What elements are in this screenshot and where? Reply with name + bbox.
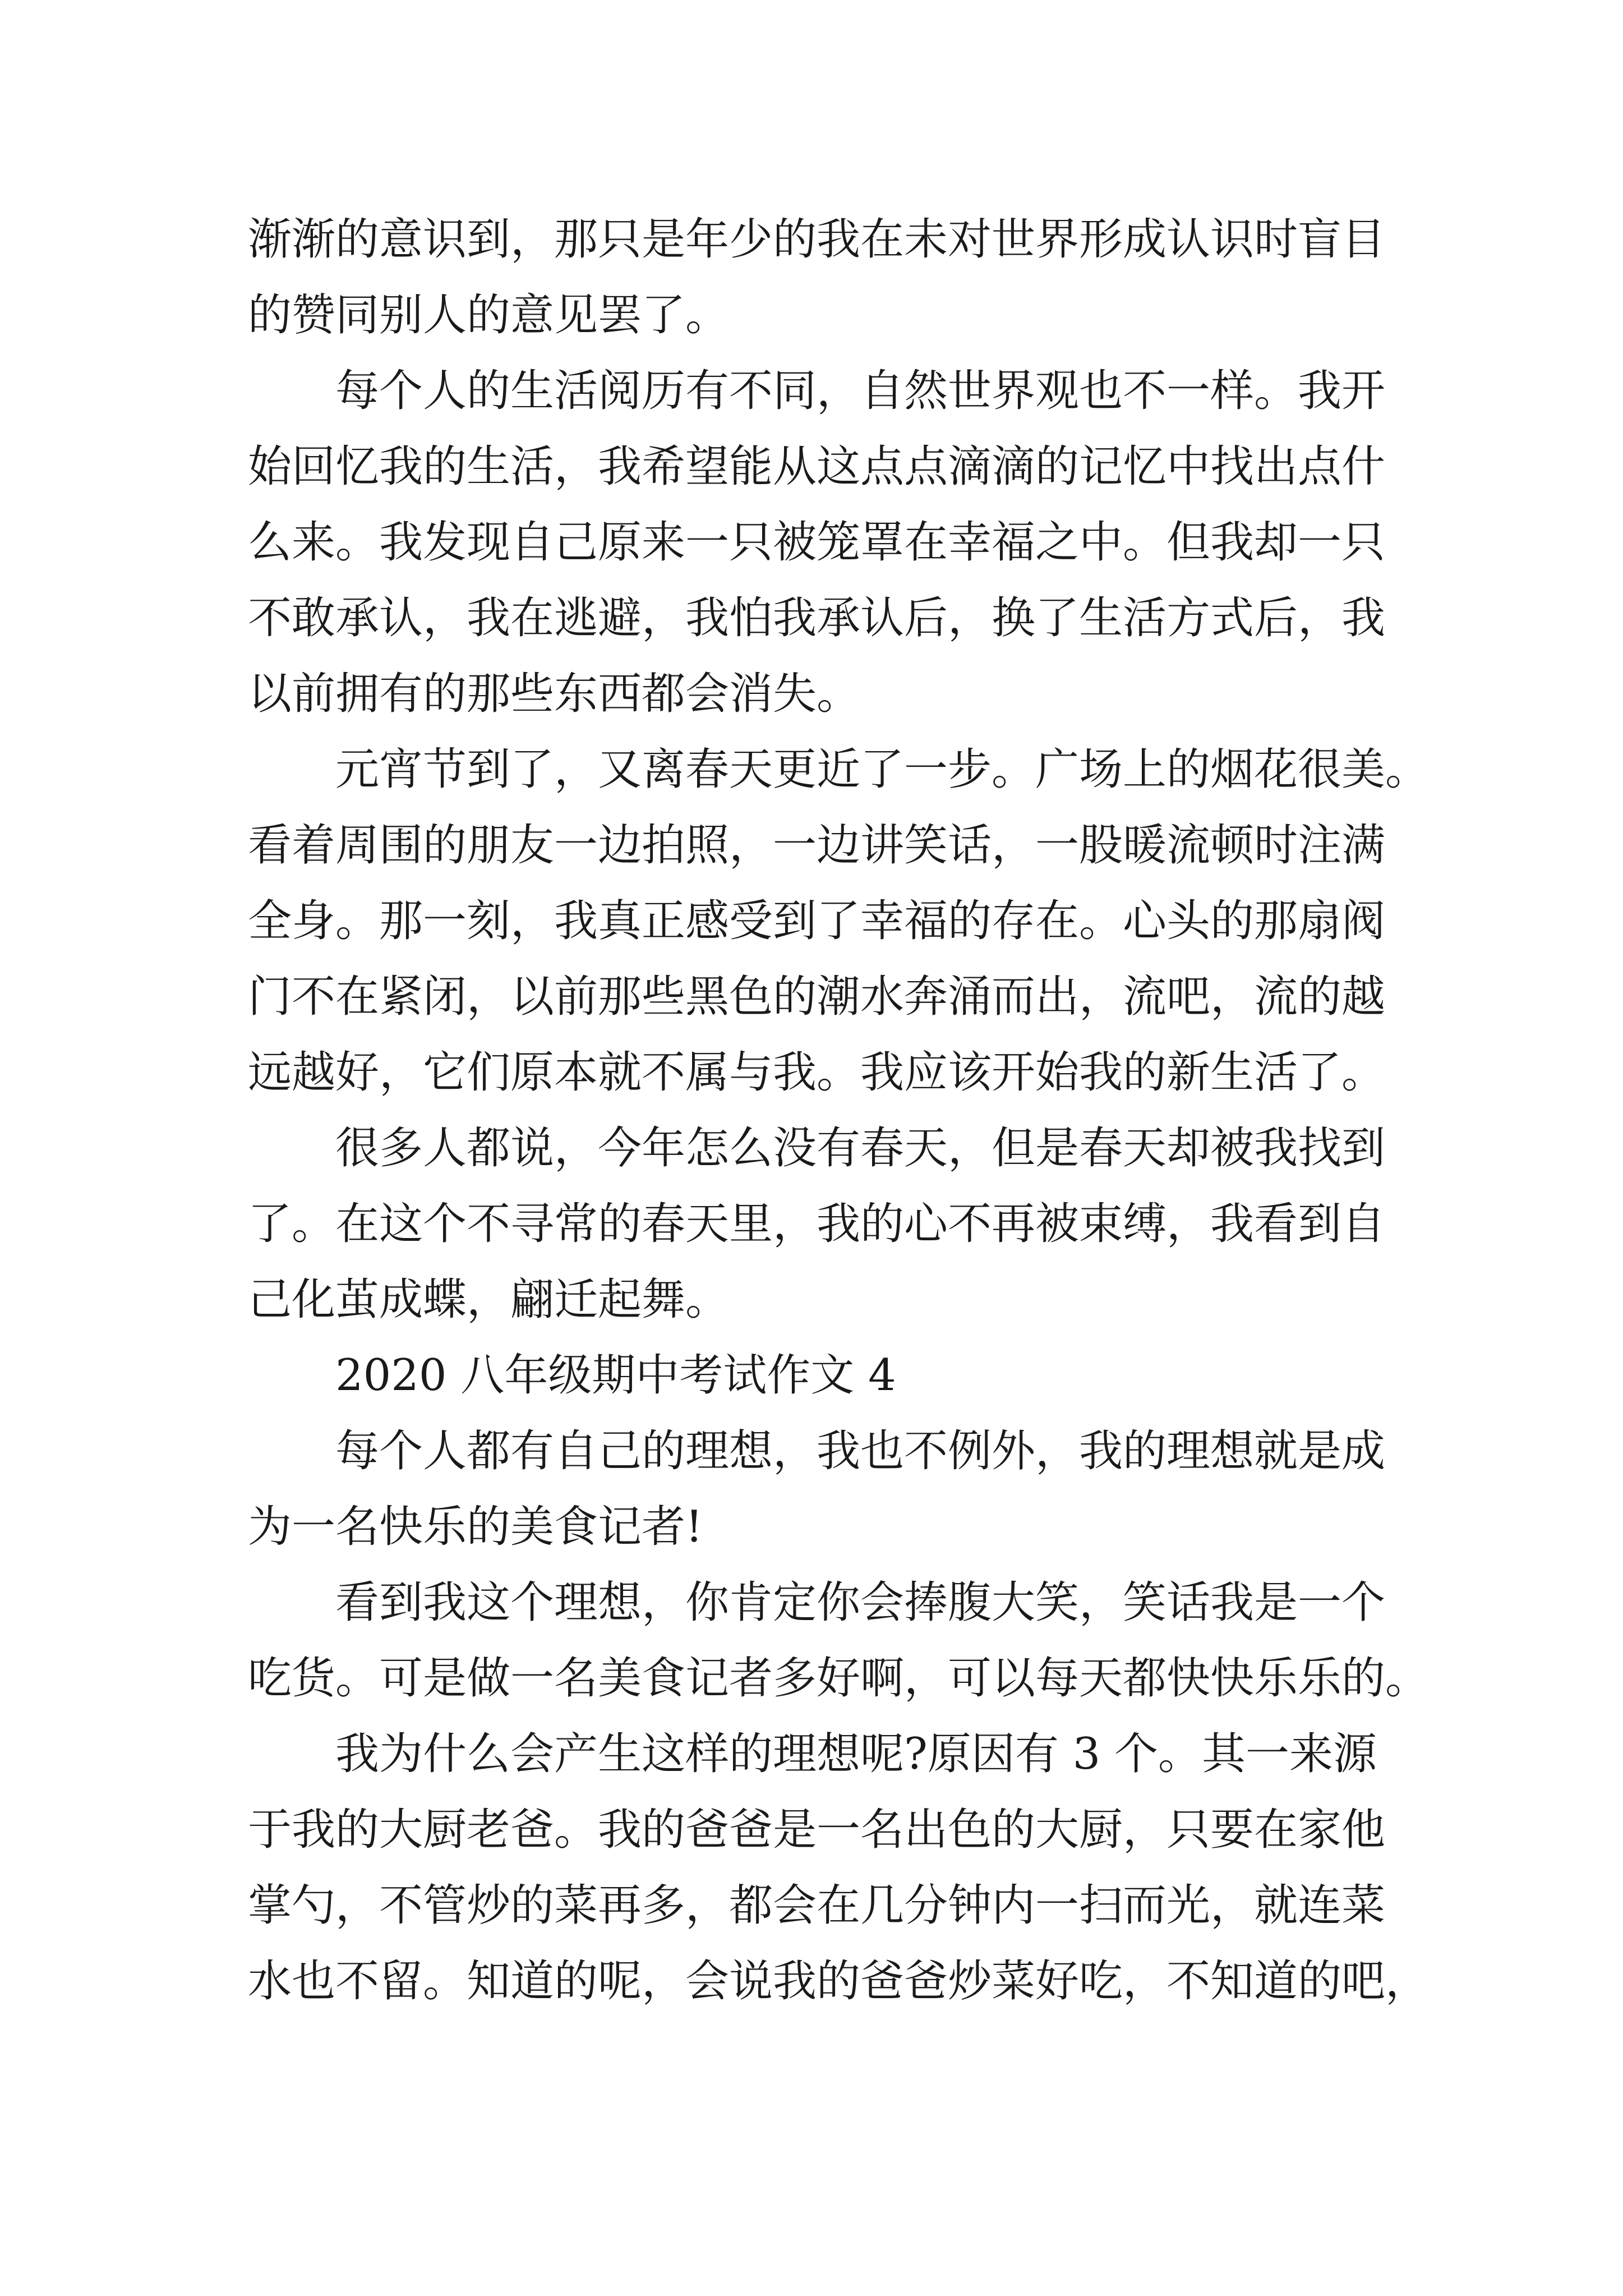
paragraph-start-line: 很多人都说，今年怎么没有春天，但是春天却被我找到 bbox=[335, 1123, 1386, 1174]
section-heading: 2020 八年级期中考试作文 4 bbox=[335, 1350, 896, 1401]
text-line: 的赞同别人的意见罢了。 bbox=[248, 290, 730, 341]
paragraph-start-line: 看到我这个理想，你肯定你会捧腹大笑，笑话我是一个 bbox=[335, 1577, 1386, 1628]
paragraph-start-line: 我为什么会产生这样的理想呢?原因有 3 个。其一来源 bbox=[335, 1729, 1377, 1779]
text-line: 水也不留。知道的呢，会说我的爸爸炒菜好吃，不知道的吧， bbox=[248, 1956, 1430, 2007]
text-line: 以前拥有的那些东西都会消失。 bbox=[248, 669, 861, 719]
paragraph-start-line: 每个人都有自己的理想，我也不例外，我的理想就是成 bbox=[335, 1426, 1386, 1476]
text-line: 么来。我发现自己原来一只被笼罩在幸福之中。但我却一只 bbox=[248, 517, 1386, 568]
text-line: 看着周围的朋友一边拍照，一边讲笑话，一股暖流顿时注满 bbox=[248, 820, 1386, 871]
text-line: 不敢承认，我在逃避，我怕我承认后，换了生活方式后，我 bbox=[248, 593, 1386, 643]
text-line: 掌勺，不管炒的菜再多，都会在几分钟内一扫而光，就连菜 bbox=[248, 1880, 1386, 1931]
text-line: 吃货。可是做一名美食记者多好啊，可以每天都快快乐乐的。 bbox=[248, 1653, 1430, 1704]
text-line: 于我的大厨老爸。我的爸爸是一名出色的大厨，只要在家他 bbox=[248, 1805, 1386, 1855]
text-line: 门不在紧闭，以前那些黑色的潮水奔涌而出，流吧，流的越 bbox=[248, 972, 1386, 1022]
paragraph-start-line: 每个人的生活阅历有不同，自然世界观也不一样。我开 bbox=[335, 366, 1386, 416]
paragraph-start-line: 元宵节到了，又离春天更近了一步。广场上的烟花很美。 bbox=[335, 744, 1430, 795]
text-line: 了。在这个不寻常的春天里，我的心不再被束缚，我看到自 bbox=[248, 1199, 1386, 1249]
text-line: 己化茧成蝶，翩迁起舞。 bbox=[248, 1274, 730, 1325]
text-line: 渐渐的意识到，那只是年少的我在未对世界形成认识时盲目 bbox=[248, 214, 1386, 265]
text-line: 始回忆我的生活，我希望能从这点点滴滴的记忆中找出点什 bbox=[248, 441, 1386, 492]
text-line: 为一名快乐的美食记者! bbox=[248, 1502, 703, 1552]
text-line: 全身。那一刻，我真正感受到了幸福的存在。心头的那扇阀 bbox=[248, 896, 1386, 946]
text-line: 远越好，它们原本就不属与我。我应该开始我的新生活了。 bbox=[248, 1047, 1386, 1098]
essay-body bbox=[248, 202, 1430, 2019]
